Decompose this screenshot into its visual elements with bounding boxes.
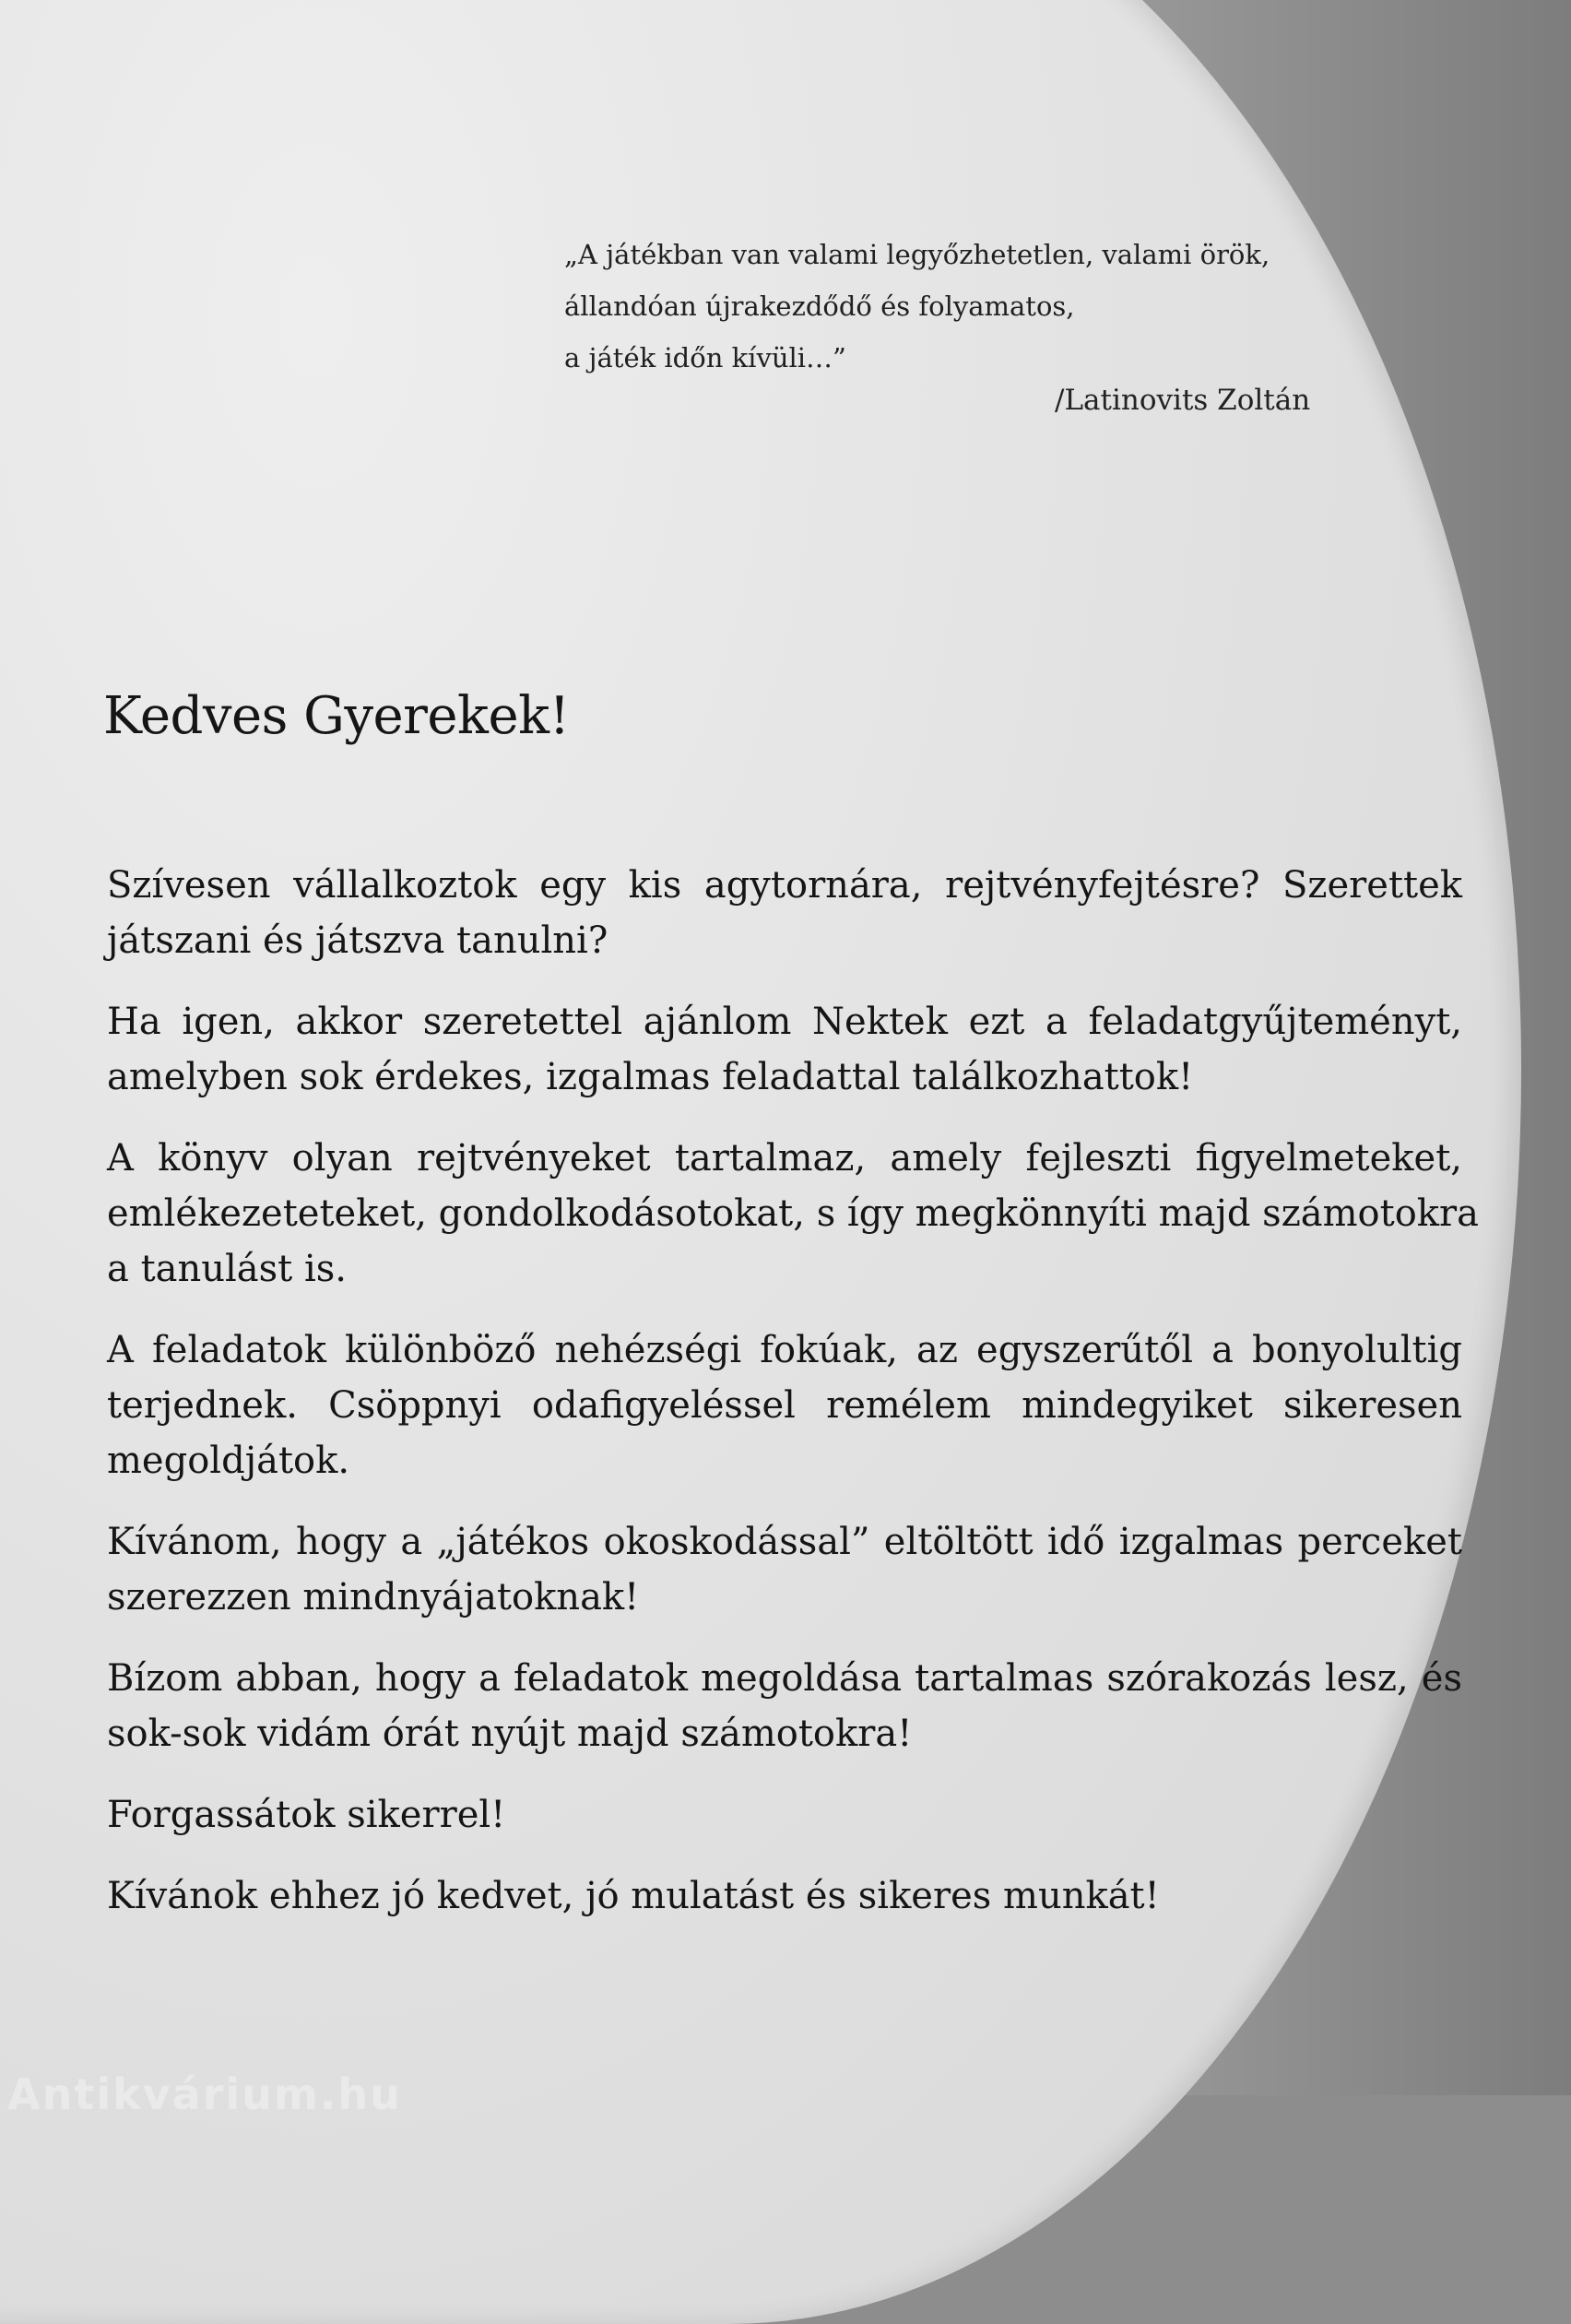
quote-line: a játék időn kívüli…” [564,342,846,374]
paragraph-line: megoldjátok. [107,1440,350,1482]
paragraph [107,1322,1462,1488]
paragraph-line: emlékezeteteket, gondolkodásotokat, s így megkönnyíti majd számotokra [107,1192,1479,1235]
paragraph [107,858,1462,968]
page-title: Kedves Gyerekek! [103,686,570,746]
epigraph-quote [564,229,1357,384]
quote-line: állandóan újrakezdődő és folyamatos, [564,290,1075,322]
paragraph-line: Kívánok ehhez jó kedvet, jó mulatást és sikeres munkát! [107,1875,1160,1917]
paragraph-line: Szívesen vállalkoztok egy kis agytornára, rejtvényfejtésre? Szerettek [107,864,1462,907]
paragraph-line: A könyv olyan rejtvényeket tartalmaz, amely fejleszti figyelmeteket, [107,1137,1462,1180]
paragraph [107,1787,1462,1843]
paragraph-line: Kívánom, hogy a „játékos okoskodással” eltöltött idő izgalmas perceket [107,1521,1462,1563]
paragraph [107,1868,1462,1924]
paragraph [107,1131,1479,1297]
paragraph-line: Forgassátok sikerrel! [107,1794,506,1836]
paragraph-line: szerezzen mindnyájatoknak! [107,1576,640,1618]
paragraph-line: sok-sok vidám órát nyújt majd számotokra! [107,1713,913,1755]
paragraph-line: játszani és játszva tanulni? [107,919,608,962]
paragraph [107,994,1462,1105]
paragraph-line: amelyben sok érdekes, izgalmas feladattal találkozhattok! [107,1056,1194,1098]
paragraph-line: terjednek. Csöppnyi odafigyeléssel remélem mindegyiket sikeresen [107,1384,1462,1427]
paragraph-line: A feladatok különböző nehézségi fokúak, az egyszerűtől a bonyolultig [107,1329,1462,1371]
quote-author: /Latinovits Zoltán [1055,384,1311,417]
watermark: Antikvárium.hu [7,2069,402,2119]
quote-line: „A játékban van valami legyőzhetetlen, valami örök, [564,239,1270,270]
paragraph-line: Bízom abban, hogy a feladatok megoldása tartalmas szórakozás lesz, és [107,1657,1462,1700]
body-text [107,858,1479,1950]
paragraph-line: Ha igen, akkor szeretettel ajánlom Nektek ezt a feladatgyűjteményt, [107,1001,1462,1043]
paragraph [107,1651,1462,1761]
paragraph [107,1514,1462,1625]
paragraph-line: a tanulást is. [107,1248,347,1290]
